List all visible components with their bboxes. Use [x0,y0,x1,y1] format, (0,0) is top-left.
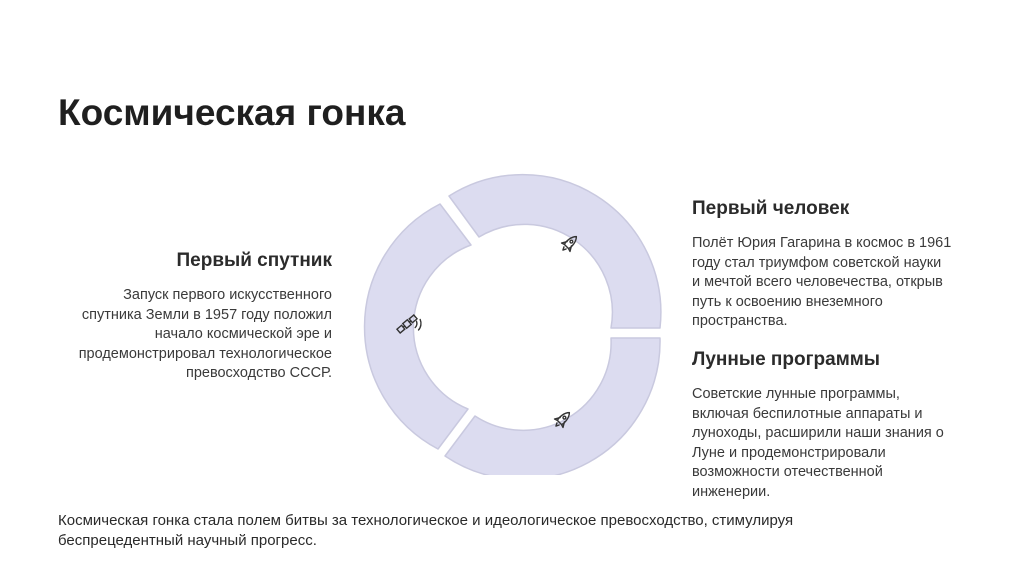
text-block-first-satellite [70,250,332,384]
text-block-first-human [692,198,952,332]
cycle-diagram [352,170,672,475]
segment-lunar-programs [445,338,660,475]
slide-title: Космическая гонка [58,92,406,133]
heading-lunar-programs: Лунные программы [692,349,881,370]
heading-first-human: Первый человек [692,198,850,219]
segment-first-human [449,175,661,328]
slide-footer: Космическая гонка стала полем битвы за технологическое и идеологическое превосходство, стимулируя беспрецедентный научный прогресс. [58,512,794,549]
segment-first-satellite [365,204,471,449]
description-first-satellite: Запуск первого искусственного спутника Земли в 1957 году положил начало космической эре и продемонстрировал технологическое превосходство СССР. [78,287,332,381]
description-first-human: Полёт Юрия Гагарина в космос в 1961 году стал триумфом советской науки и мечтой всего человечества, открыв путь к освоению внеземного пространства. [692,235,952,329]
text-block-lunar-programs [692,349,952,502]
heading-first-satellite: Первый спутник [176,250,332,271]
description-lunar-programs: Советские лунные программы, включая беспилотные аппараты и луноходы, расширили наши знания о Луне и продемонстрировали возможности отечественной инженерии. [692,386,944,500]
